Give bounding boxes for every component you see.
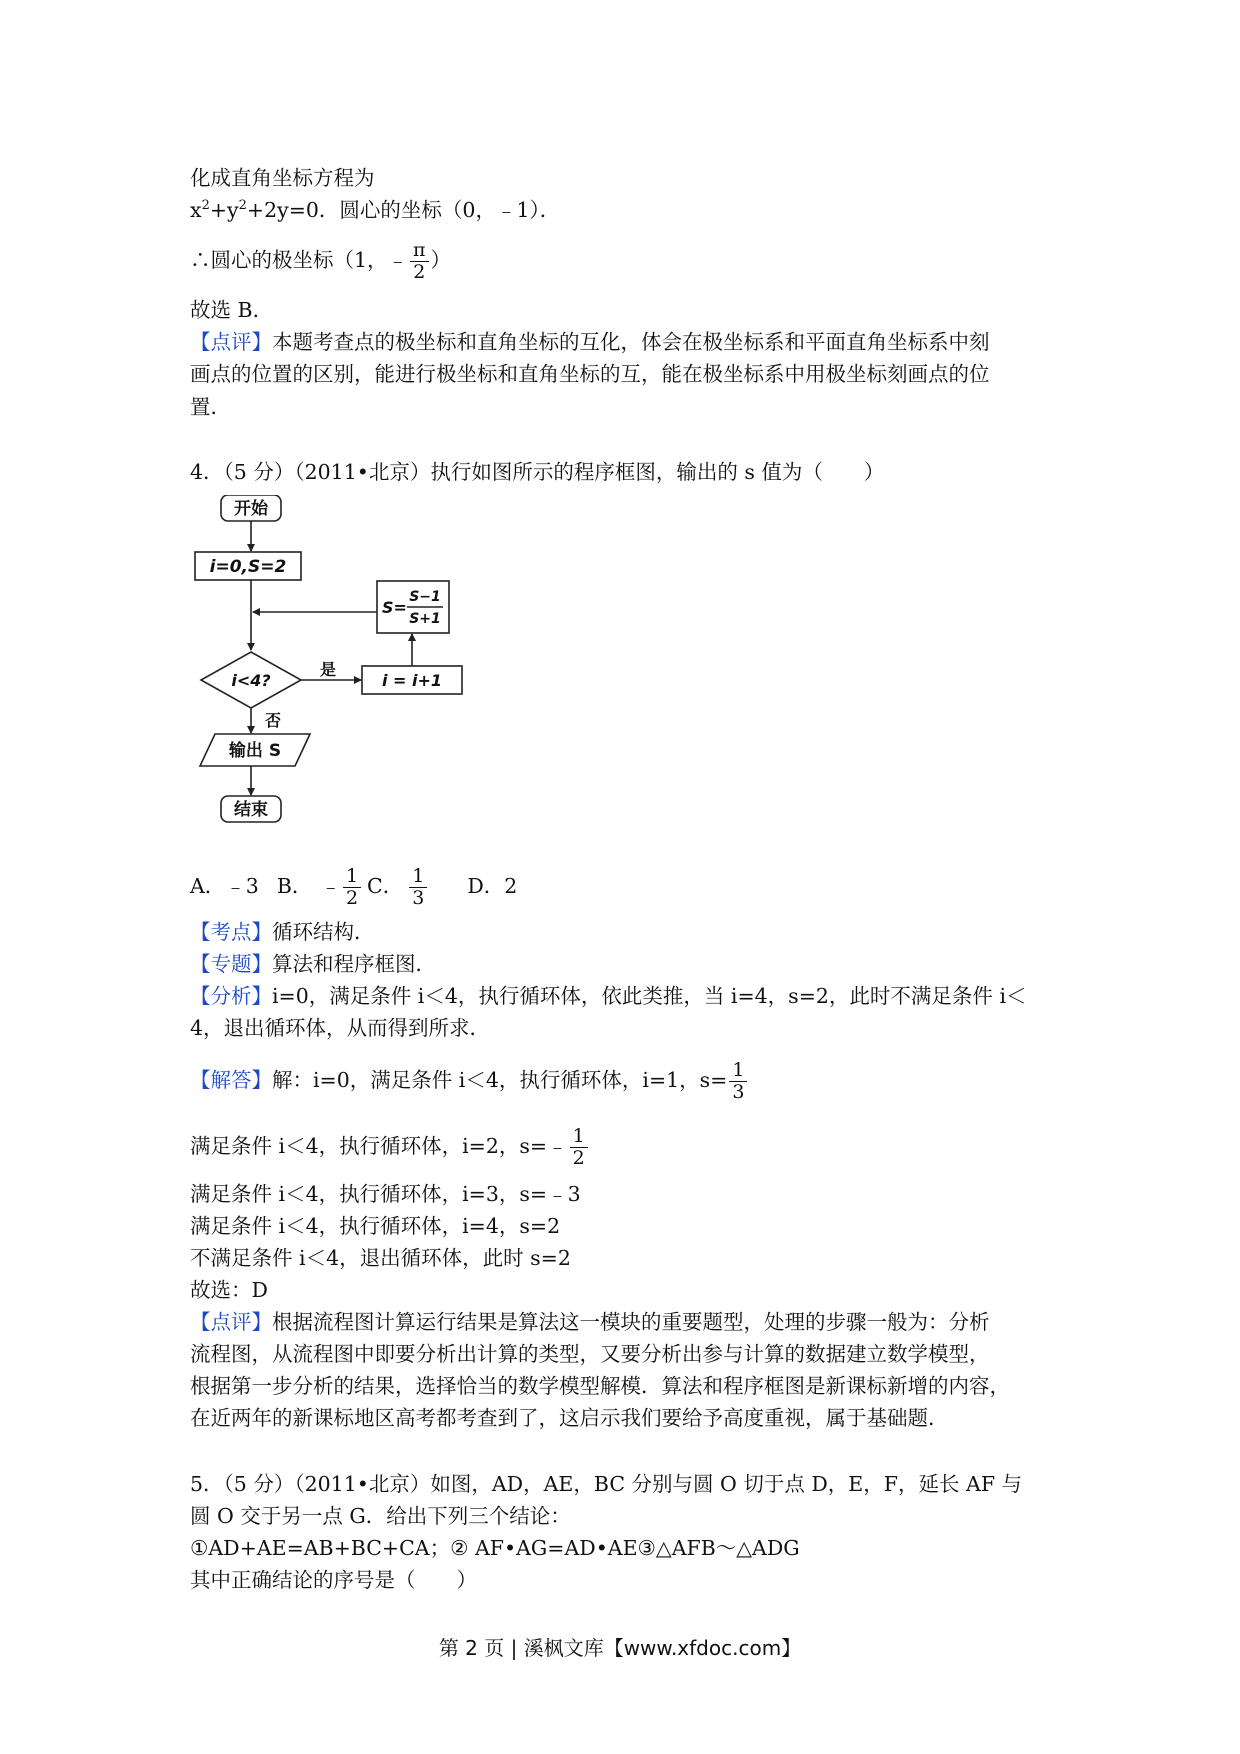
text: ） [430, 248, 452, 272]
yes-label: 是 [320, 660, 337, 679]
fraction-numerator: π [410, 240, 429, 262]
text: 算法和程序框图． [272, 952, 436, 976]
text-line [190, 1308, 990, 1336]
flowchart-diagram [185, 495, 475, 845]
update-s-numerator: S−1 [409, 589, 441, 605]
fraction-denominator: 3 [412, 887, 425, 909]
text: i=0，满足条件 i＜4，执行循环体，依此类推，当 i=4，s=2，此时不满足条件 i＜ [272, 984, 1027, 1008]
text-line [190, 328, 990, 356]
option-a: A．﹣3 [190, 874, 259, 898]
text: 根据流程图计算运行结果是算法这一模块的重要题型，处理的步骤一般为：分析 [272, 1310, 990, 1334]
option-b-sign: ﹣ [320, 874, 341, 898]
text: 循环结构． [272, 920, 375, 944]
section-tag: 【专题】 [190, 952, 272, 976]
text: 满足条件 i＜4，执行循环体，i=2，s=﹣ [190, 1134, 568, 1158]
text-line: 满足条件 i＜4，执行循环体，i=4，s=2 [190, 1214, 561, 1238]
text-line: 画点的位置的区别，能进行极坐标和直角坐标的互，能在极坐标系中用极坐标刻画点的位 [190, 362, 990, 386]
text-line: 不满足条件 i＜4，退出循环体，此时 s=2 [190, 1246, 571, 1270]
condition-label: i<4? [231, 671, 271, 690]
answer-options [190, 866, 517, 909]
option-c-label: C． [367, 874, 404, 898]
start-label: 开始 [234, 499, 268, 519]
text: +y [209, 198, 239, 222]
text-line [190, 196, 560, 224]
text-line: 根据第一步分析的结果，选择恰当的数学模型解模．算法和程序框图是新课标新增的内容， [190, 1374, 1010, 1398]
superscript: 2 [238, 198, 247, 213]
init-label: i=0,S=2 [209, 557, 287, 577]
update-s-lhs: S= [382, 598, 407, 617]
text-line [190, 1126, 590, 1169]
output-label: 输出 S [228, 741, 282, 761]
section-tag: 【解答】 [190, 1068, 272, 1092]
section-tag: 【点评】 [190, 330, 272, 354]
fraction-numerator: 1 [729, 1060, 747, 1082]
section-tag: 【考点】 [190, 920, 272, 944]
text-line: 圆 O 交于另一点 G．给出下列三个结论： [190, 1504, 571, 1528]
option-c-fraction [409, 866, 427, 909]
text-line: ①AD+AE=AB+BC+CA；② AF•AG=AD•AE③△AFB～△ADG [190, 1536, 800, 1560]
fraction [729, 1060, 747, 1103]
text-line: 其中正确结论的序号是（ ） [190, 1568, 477, 1592]
text: x [190, 198, 202, 222]
text-line: 流程图，从流程图中即要分析出计算的类型，又要分析出参与计算的数据建立数学模型， [190, 1342, 990, 1366]
text-line: 化成直角坐标方程为 [190, 166, 375, 190]
page-footer: 第 2 页 | 溪枫文库【www.xfdoc.com】 [438, 1636, 802, 1660]
text-line [190, 240, 451, 283]
text-line [190, 950, 436, 978]
text-line [190, 1060, 749, 1103]
fraction-denominator: 3 [732, 1081, 745, 1103]
superscript: 2 [201, 198, 210, 213]
option-d: D．2 [467, 874, 518, 898]
fraction-denominator: 2 [572, 1147, 585, 1169]
text-line: 在近两年的新课标地区高考都考查到了，这启示我们要给予高度重视，属于基础题． [190, 1406, 949, 1430]
question-stem: 5．（5 分）（2011•北京）如图，AD，AE，BC 分别与圆 O 切于点 D，E，F，延长 AF 与 [190, 1472, 1023, 1496]
end-label: 结束 [234, 800, 268, 820]
fraction [410, 240, 429, 283]
fraction-numerator: 1 [343, 866, 361, 888]
fraction-numerator: 1 [570, 1126, 588, 1148]
text-line: 置． [190, 395, 231, 419]
text-line: 满足条件 i＜4，执行循环体，i=3，s=﹣3 [190, 1182, 581, 1206]
text-line [190, 982, 1027, 1010]
option-b-label: B． [276, 874, 313, 898]
text: 解：i=0，满足条件 i＜4，执行循环体，i=1，s= [272, 1068, 728, 1092]
fraction [570, 1126, 588, 1169]
fraction-denominator: 2 [345, 887, 359, 909]
text: +2y=0．圆心的坐标（0，﹣1）． [246, 198, 561, 222]
text-line: 4，退出循环体，从而得到所求． [190, 1016, 491, 1040]
text-line: 故选：D [190, 1278, 268, 1302]
section-tag: 【分析】 [190, 984, 272, 1008]
text: 本题考查点的极坐标和直角坐标的互化，体会在极坐标系和平面直角坐标系中刻 [272, 330, 990, 354]
fraction-denominator: 2 [413, 261, 426, 283]
text-line: 故选 B． [190, 298, 274, 322]
section-tag: 【点评】 [190, 1310, 272, 1334]
no-label: 否 [265, 711, 282, 730]
text-line [190, 918, 375, 946]
update-s-denominator: S+1 [409, 611, 441, 627]
increment-label: i = i+1 [381, 671, 443, 690]
text: ∴圆心的极坐标（1，﹣ [190, 248, 409, 272]
fraction-numerator: 1 [409, 866, 427, 888]
option-b-fraction [343, 866, 361, 909]
question-stem: 4．（5 分）（2011•北京）执行如图所示的程序框图，输出的 s 值为（ ） [190, 460, 885, 484]
